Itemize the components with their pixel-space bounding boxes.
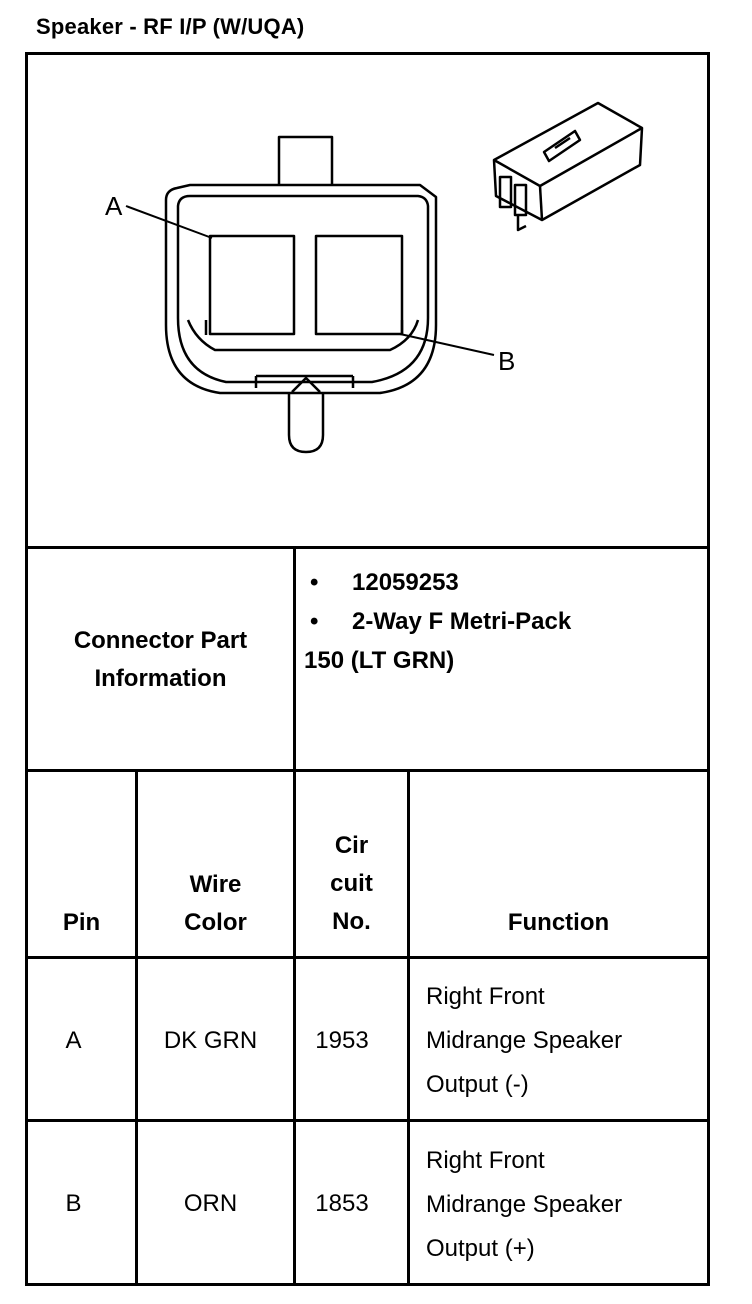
part-number: 12059253: [352, 569, 459, 596]
row-a-function-line3: Output (-): [426, 1071, 529, 1098]
connector-part-label-line1: Connector Part: [73, 626, 248, 654]
housing-inner: [178, 196, 428, 382]
header-wire-color: [138, 866, 293, 942]
label-a: A: [105, 191, 123, 221]
row-b-function-line1: Right Front: [426, 1147, 545, 1174]
cavity-a: [210, 236, 294, 334]
header-function: Function: [507, 909, 610, 936]
header-circuit-line3: No.: [332, 908, 371, 935]
row-a-circuit: 1953: [315, 1027, 369, 1054]
part-number-item: [310, 563, 571, 602]
row-b-circuit: 1853: [315, 1190, 369, 1217]
divider-info-col: [293, 546, 296, 772]
row-a-function: [426, 975, 622, 1107]
bullet-icon: •: [310, 569, 319, 596]
connector-part-info-list: [304, 563, 572, 680]
bullet-icon: •: [310, 608, 319, 635]
connector-part-label-line2: Information: [94, 664, 227, 692]
bottom-key-tip: [292, 378, 320, 392]
row-a-function-line1: Right Front: [426, 983, 545, 1010]
leader-b: [400, 334, 494, 355]
divider-connector-info: [25, 769, 710, 772]
header-pin: Pin: [62, 909, 101, 936]
header-wire-color-line1: Wire: [189, 871, 242, 898]
page-title: Speaker - RF I/P (W/UQA): [36, 14, 305, 39]
header-circuit-no: [296, 827, 407, 941]
leader-a: [126, 206, 212, 238]
divider-circuit-col: [407, 769, 410, 1286]
divider-header: [25, 956, 710, 959]
row-b-wire-color: ORN: [183, 1190, 238, 1217]
row-b-function-line3: Output (+): [426, 1235, 535, 1262]
row-b-pin: B: [65, 1190, 82, 1217]
housing-outer: [166, 185, 436, 393]
connector-description-line1: 2-Way F Metri-Pack: [352, 608, 572, 635]
label-b: B: [498, 346, 516, 376]
connector-part-info-label: [28, 550, 293, 769]
header-circuit-line2: cuit: [330, 870, 373, 897]
connector-description-item: [310, 602, 571, 641]
connector-diagram: [28, 55, 707, 547]
latch-tab: [279, 137, 332, 185]
header-wire-color-line2: Color: [184, 909, 247, 936]
row-b-function-line2: Midrange Speaker: [426, 1191, 623, 1218]
row-a-function-line2: Midrange Speaker: [426, 1027, 623, 1054]
connector-description-line2: 150 (LT GRN): [304, 647, 455, 674]
row-a-wire-color: DK GRN: [163, 1027, 258, 1054]
row-a-pin: A: [65, 1027, 82, 1054]
row-b-function: [426, 1139, 622, 1271]
bottom-key: [289, 393, 323, 452]
header-circuit-line1: Cir: [334, 832, 369, 859]
connector-3d-view: [494, 103, 642, 230]
cavity-b: [316, 236, 402, 334]
divider-row-a: [25, 1119, 710, 1122]
